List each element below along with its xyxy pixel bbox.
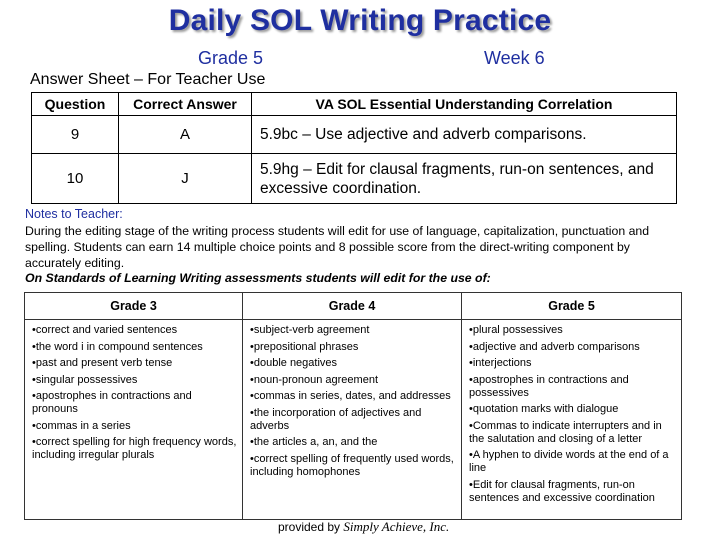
list-item: •Edit for clausal fragments, run-on sentences and excessive coordination [469, 478, 655, 504]
list-item: •the word i in compound sentences [32, 340, 203, 353]
list-item: •the articles a, an, and the [250, 436, 378, 448]
list-item: •adjective and adverb comparisons [469, 340, 640, 353]
list-item: •commas in series, dates, and addresses [250, 390, 451, 402]
week-label: Week 6 [484, 48, 545, 68]
grade-skills-table [24, 292, 682, 520]
grade-4-list [250, 324, 457, 482]
list-item: •plural possessives [469, 324, 563, 336]
list-item: •commas in a series [32, 419, 131, 432]
list-item: •apostrophes in contractions and possessives [469, 373, 629, 399]
list-item: •correct and varied sentences [32, 324, 178, 336]
list-item: •subject-verb agreement [250, 324, 370, 336]
correct-answer: J [119, 154, 252, 204]
question-number: 9 [32, 116, 119, 154]
table-row [32, 116, 677, 154]
grade-5-column [462, 293, 681, 519]
header-correlation: VA SOL Essential Understanding Correlation [252, 93, 677, 116]
list-item: •the incorporation of adjectives and adverbs [250, 406, 422, 432]
page-title: Daily SOL Writing Practice [168, 4, 552, 37]
question-number: 10 [32, 154, 119, 204]
answer-sheet-subtitle: Answer Sheet – For Teacher Use [30, 71, 266, 88]
notes-emphasis-line: On Standards of Learning Writing assessments students will edit for the use of: [25, 271, 491, 285]
grade-3-heading: Grade 3 [25, 293, 242, 320]
correct-answer: A [119, 116, 252, 154]
grade-label: Grade 5 [198, 48, 264, 68]
table-row [32, 154, 677, 204]
footer-credit [278, 519, 449, 535]
correlation-text: 5.9hg – Edit for clausal fragments, run-on sentences, and excessive coordination. [252, 154, 677, 204]
list-item: •singular possessives [32, 373, 138, 386]
list-item: •noun-pronoun agreement [250, 373, 378, 386]
list-item: •quotation marks with dialogue [469, 403, 619, 415]
grade-4-column [243, 293, 461, 519]
notes-label: Notes to Teacher: [25, 207, 123, 221]
header-question: Question [32, 93, 119, 116]
grade-5-heading: Grade 5 [462, 293, 681, 320]
answer-table [31, 92, 677, 204]
notes-body: During the editing stage of the writing process students will edit for use of language, capitalization, punctuation and spelling. Students can earn 14 multiple choice points and 8 possible score from the direct-writing component by accurately editing. [25, 224, 650, 271]
header-correct-answer: Correct Answer [119, 93, 252, 116]
correlation-text: 5.9bc – Use adjective and adverb comparisons. [252, 116, 677, 154]
grade-3-column [25, 293, 242, 519]
list-item: •A hyphen to divide words at the end of a line [469, 449, 669, 474]
footer-brand: Simply Achieve, Inc. [343, 519, 450, 534]
list-item: •prepositional phrases [250, 340, 359, 353]
list-item: •past and present verb tense [32, 357, 173, 369]
list-item: •correct spelling of frequently used words, including homophones [250, 452, 454, 478]
list-item: •Commas to indicate interrupters and in the salutation and closing of a letter [469, 419, 662, 445]
list-item: •correct spelling for high frequency words, including irregular plurals [32, 436, 237, 461]
grade-4-heading: Grade 4 [243, 293, 461, 320]
list-item: •interjections [469, 357, 532, 369]
list-item: •apostrophes in contractions and pronouns [32, 390, 192, 415]
answer-table-header-row [32, 93, 677, 116]
grade-5-list [469, 324, 677, 508]
grade-3-list [32, 324, 238, 466]
footer-prefix: provided by [278, 520, 341, 534]
list-item: •double negatives [250, 357, 338, 369]
